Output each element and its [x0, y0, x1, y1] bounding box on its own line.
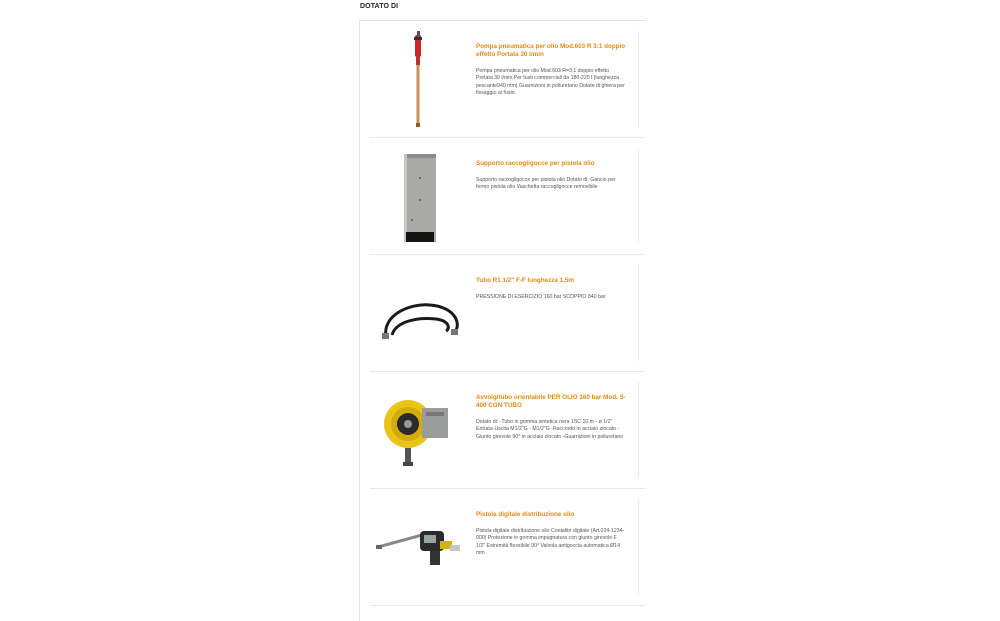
accessory-list: [359, 20, 646, 621]
product-description: Supporto raccogligocce per pistola olio Dotato di: Gancio per fermo pistola olio Vaschetta raccogligocce removibile: [476, 177, 616, 191]
list-item-pump[interactable]: [370, 21, 645, 138]
divider: [638, 382, 639, 478]
divider: [638, 499, 639, 595]
hose-icon: [370, 255, 470, 371]
drip-tray-icon: [370, 138, 470, 254]
digital-oil-gun-icon: [370, 489, 470, 605]
hose-reel-icon: [370, 372, 470, 488]
product-title[interactable]: Tubo R1 1/2" F-F lunghezza 1,5m: [476, 277, 575, 284]
divider: [638, 31, 639, 127]
product-description: Pistola digitale distribuzione olio Contalitri digitale (Art.024-1234-000) Protezione in gomma impugnatura con giunto girevole F 1/2" Estremità flessibile 90° Valvola antigoccia automatica Ø14 mm: [476, 528, 625, 556]
product-image-pump[interactable]: [370, 21, 470, 137]
product-title[interactable]: Pompa pneumatica per olio Mod.603 R 3:1 doppio effetto Portata 30 l/min: [476, 43, 626, 58]
product-title[interactable]: Pistola digitale distribuzione olio: [476, 511, 575, 518]
product-title[interactable]: Avvolgitubo orientabile PER OLIO 160 bar Mod. S-400 CON TUBO: [476, 394, 626, 409]
product-image-digital-gun[interactable]: [370, 489, 470, 605]
product-description: PRESSIONE DI ESERCIZIO 160 bar SCOPPIO 840 bar: [476, 294, 606, 300]
section-title: DOTATO DI: [360, 3, 399, 10]
product-description: Dotato di: -Tubo in gomma sintetica nera 1SC 10 m - ø 1/2" Entrata-Uscita M1/2"G - M1/2"G -Raccordo in acciaio zincato -Giunto girevole 90° in acciaio zincato -Guarnizioni in poliuretano: [476, 419, 624, 440]
list-item-hose[interactable]: [370, 255, 645, 372]
product-image-hose-reel[interactable]: [370, 372, 470, 488]
list-item-digital-gun[interactable]: [370, 489, 645, 606]
product-image-drip-tray[interactable]: [370, 138, 470, 254]
pump-icon: [370, 21, 470, 137]
list-item-drip-tray[interactable]: [370, 138, 645, 255]
divider: [638, 265, 639, 361]
product-description: Pompa pneumatica per olio Mod.603 R=3:1 doppio effetto Portata 30 l/min Per fusti commerciali da 180-220 l (lunghezza pescante940 mm) Guarnizioni in poliuretano Dotate di ghiera per fissaggio al fusto.: [476, 68, 625, 96]
product-image-hose[interactable]: [370, 255, 470, 371]
list-item-hose-reel[interactable]: [370, 372, 645, 489]
divider: [638, 148, 639, 244]
product-title[interactable]: Supporto raccogligocce per pistola olio: [476, 160, 595, 167]
